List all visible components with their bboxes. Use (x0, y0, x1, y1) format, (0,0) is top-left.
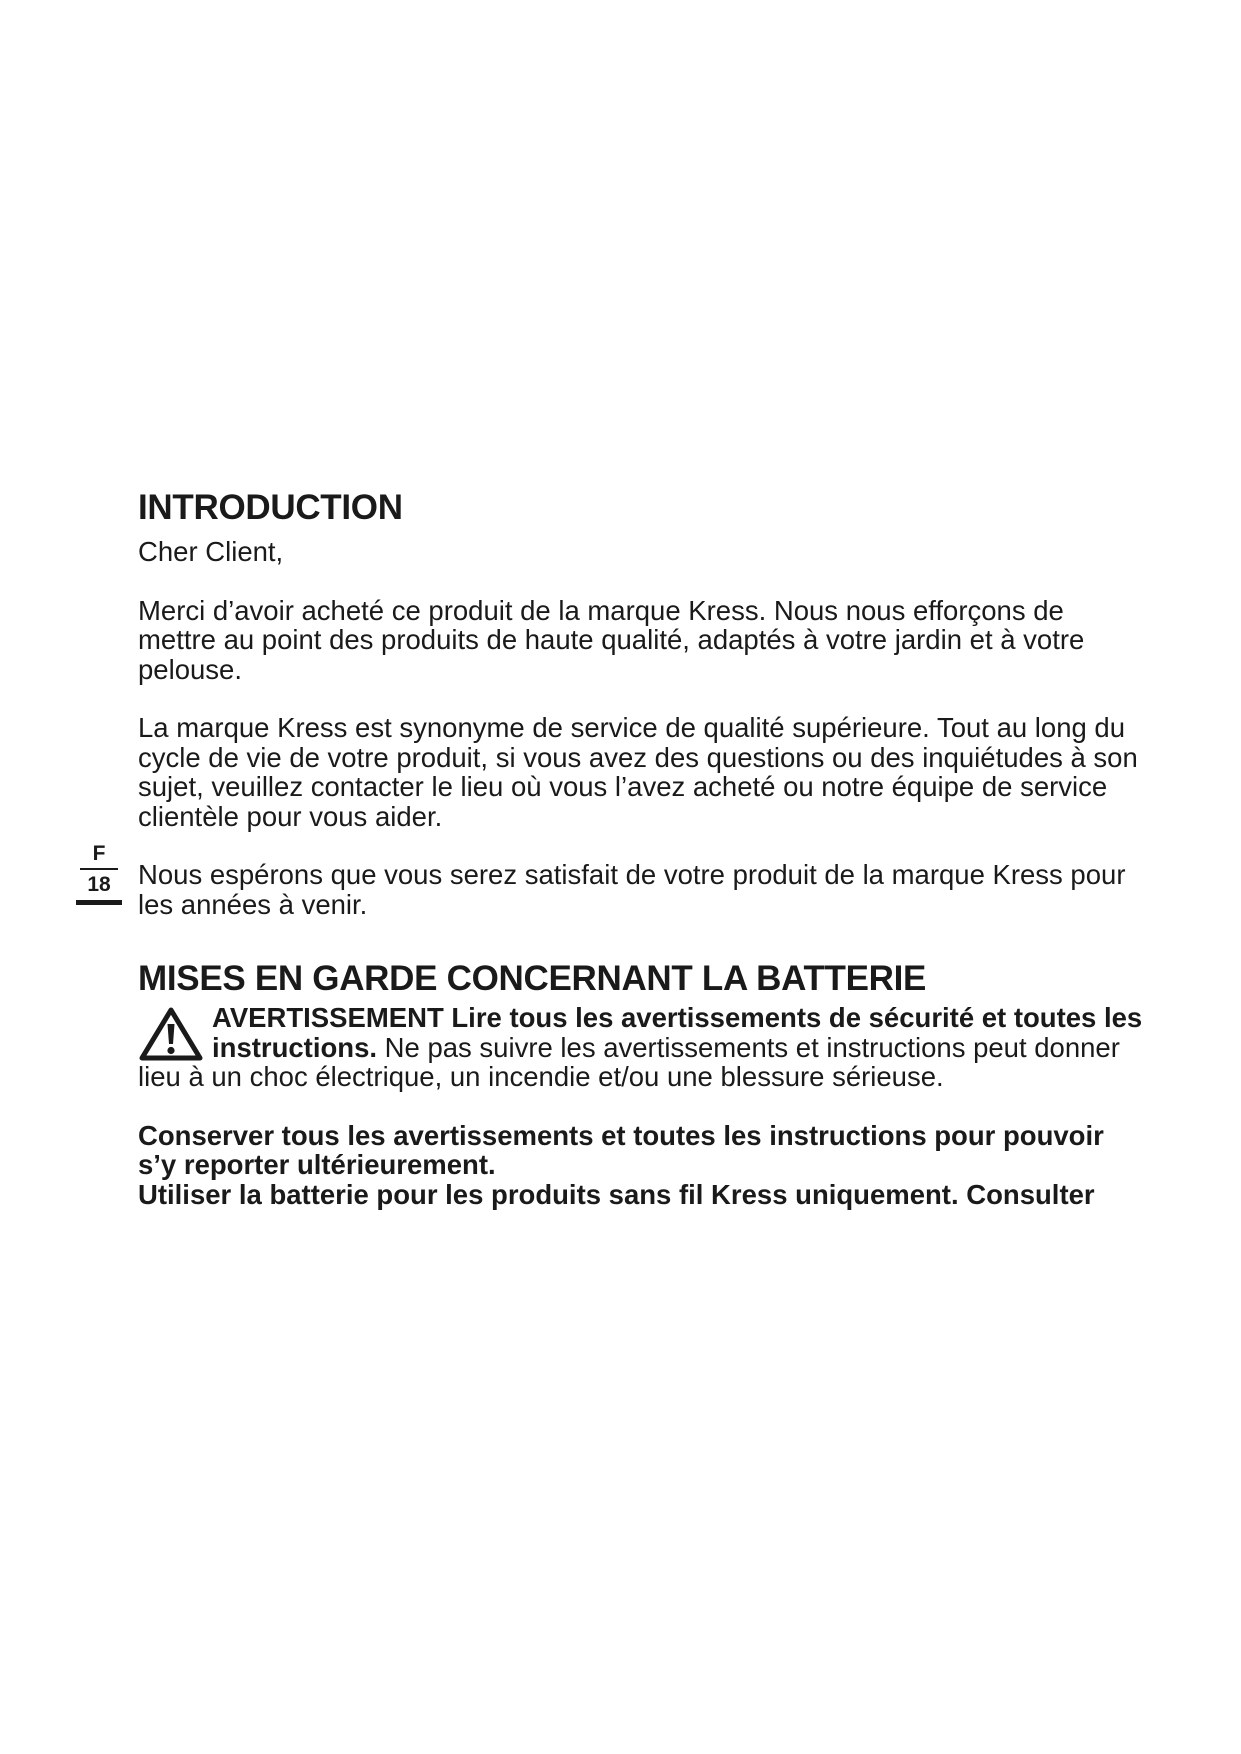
warning-text: Ne pas suivre les avertissements et instructions peut donner lieu à un choc électrique, un incendie et/ou une blessure sérieuse. (138, 1031, 1120, 1092)
document-body (138, 488, 1148, 1209)
intro-paragraph-3: Nous espérons que vous serez satisfait de votre produit de la marque Kress pour les années à venir. (138, 859, 1126, 920)
greeting: Cher Client, (138, 536, 284, 567)
keep-instructions-text: Conserver tous les avertissements et toutes les instructions pour pouvoir s’y reporter ultérieurement. (138, 1119, 1104, 1180)
warning-triangle-icon (138, 1006, 204, 1062)
marker-underline (76, 900, 122, 905)
intro-paragraph-1: Merci d’avoir acheté ce produit de la marque Kress. Nous nous efforçons de mettre au point des produits de haute qualité, adaptés à votre jardin et à votre pelouse. (138, 594, 1085, 685)
page-number: 18 (87, 873, 111, 896)
intro-paragraph-2: La marque Kress est synonyme de service de qualité supérieure. Tout au long du cycle de vie de votre produit, si vous avez des questions ou des inquiétudes à son sujet, veuillez contacter le lieu où vous l’avez acheté ou notre équipe de service clientèle pour vous aider. (138, 712, 1138, 832)
warning-bold-text: AVERTISSEMENT Lire tous les avertissements de sécurité et toutes les instructions. (212, 1002, 1143, 1063)
marker-divider (80, 868, 118, 870)
safety-warning (138, 1003, 1148, 1092)
battery-warnings-heading: MISES EN GARDE CONCERNANT LA BATTERIE (138, 959, 927, 998)
page-marker (76, 842, 122, 905)
section-letter: F (92, 842, 106, 865)
use-battery-text: Utiliser la batterie pour les produits sans fil Kress uniquement. Consulter (138, 1178, 1095, 1210)
introduction-heading: INTRODUCTION (138, 488, 403, 527)
